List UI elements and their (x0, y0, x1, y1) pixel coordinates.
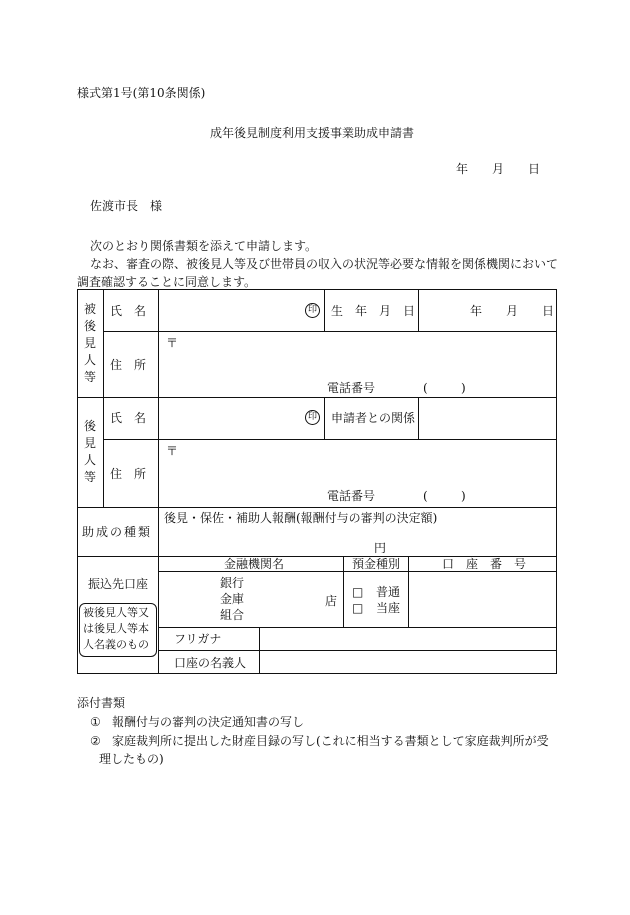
col-deposit-type-header: 預金種別 (352, 557, 401, 571)
ward-birth-day-label: 日 (542, 304, 555, 318)
ward-birth-month-label: 月 (506, 304, 519, 318)
grant-yen-unit: 円 (374, 541, 387, 555)
guardian-phone-paren-close: ) (461, 489, 466, 503)
grant-type-label: 助成の種類 (82, 525, 153, 539)
checkbox-current[interactable]: □ (352, 601, 364, 615)
account-holder-note-3: 人名義のもの (83, 638, 149, 651)
guardian-section-label: 後見人等 (83, 419, 96, 484)
account-holder-note-2: は後見人等本 (83, 622, 149, 635)
account-holder-note-1: 被後見人等又 (83, 606, 149, 619)
intro-line-3: 調査確認することに同意します。 (77, 275, 257, 289)
ward-section-label: 被後見人等 (83, 302, 96, 384)
attachment-1-text: 報酬付与の審判の決定通知書の写し (112, 715, 305, 729)
form-title: 成年後見制度利用支援事業助成申請書 (210, 126, 415, 140)
deposit-type-current-label: 当座 (376, 601, 401, 615)
intro-line-1: 次のとおり関係書類を添えて申請します。 (90, 239, 318, 253)
attachments-heading: 添付書類 (77, 696, 126, 710)
attachment-1-number: ① (90, 715, 101, 729)
grant-description: 後見・保佐・補助人報酬(報酬付与の審判の決定額) (164, 511, 438, 525)
institution-kumiai-label: 組合 (220, 608, 245, 622)
bank-section-label: 振込先口座 (88, 577, 149, 591)
col-institution-header: 金融機関名 (224, 557, 285, 571)
attachment-2-number: ② (90, 734, 101, 748)
deposit-type-ordinary-label: 普通 (376, 585, 401, 599)
guardian-seal-mark: 印 (305, 410, 320, 425)
ward-postal-mark: 〒 (166, 336, 179, 350)
guardian-phone-paren-open: ( (423, 489, 428, 503)
account-holder-label: 口座の名義人 (174, 656, 247, 670)
form-number: 様式第1号(第10条関係) (77, 86, 206, 100)
guardian-name-label: 氏 名 (110, 411, 147, 425)
date-day-label: 日 (528, 162, 541, 176)
branch-label: 店 (325, 594, 338, 608)
attachment-2-text-continued: 理したもの) (99, 752, 164, 766)
guardian-phone-label: 電話番号 (327, 489, 376, 503)
col-account-number-header: 口 座 番 号 (442, 557, 527, 571)
institution-kinko-label: 金庫 (220, 592, 245, 606)
ward-address-label: 住 所 (110, 358, 147, 372)
ward-name-label: 氏 名 (110, 304, 147, 318)
attachment-2-text: 家庭裁判所に提出した財産目録の写し(これに相当する書類として家庭裁判所が受 (112, 734, 549, 748)
furigana-label: フリガナ (174, 632, 222, 646)
ward-birth-year-label: 年 (470, 304, 483, 318)
guardian-relation-label: 申請者との関係 (331, 411, 416, 425)
guardian-address-label: 住 所 (110, 467, 147, 481)
ward-birthdate-label: 生 年 月 日 (331, 304, 416, 318)
ward-phone-paren-close: ) (461, 381, 466, 395)
ward-phone-paren-open: ( (423, 381, 428, 395)
ward-seal-mark: 印 (305, 303, 320, 318)
guardian-postal-mark: 〒 (166, 444, 179, 458)
date-month-label: 月 (492, 162, 505, 176)
addressee: 佐渡市長 様 (90, 199, 163, 213)
checkbox-ordinary[interactable]: □ (352, 585, 364, 599)
date-year-label: 年 (456, 162, 469, 176)
institution-bank-label: 銀行 (220, 576, 245, 590)
ward-phone-label: 電話番号 (327, 381, 376, 395)
intro-line-2: なお、審査の際、被後見人等及び世帯員の収入の状況等必要な情報を関係機関において (90, 257, 559, 271)
